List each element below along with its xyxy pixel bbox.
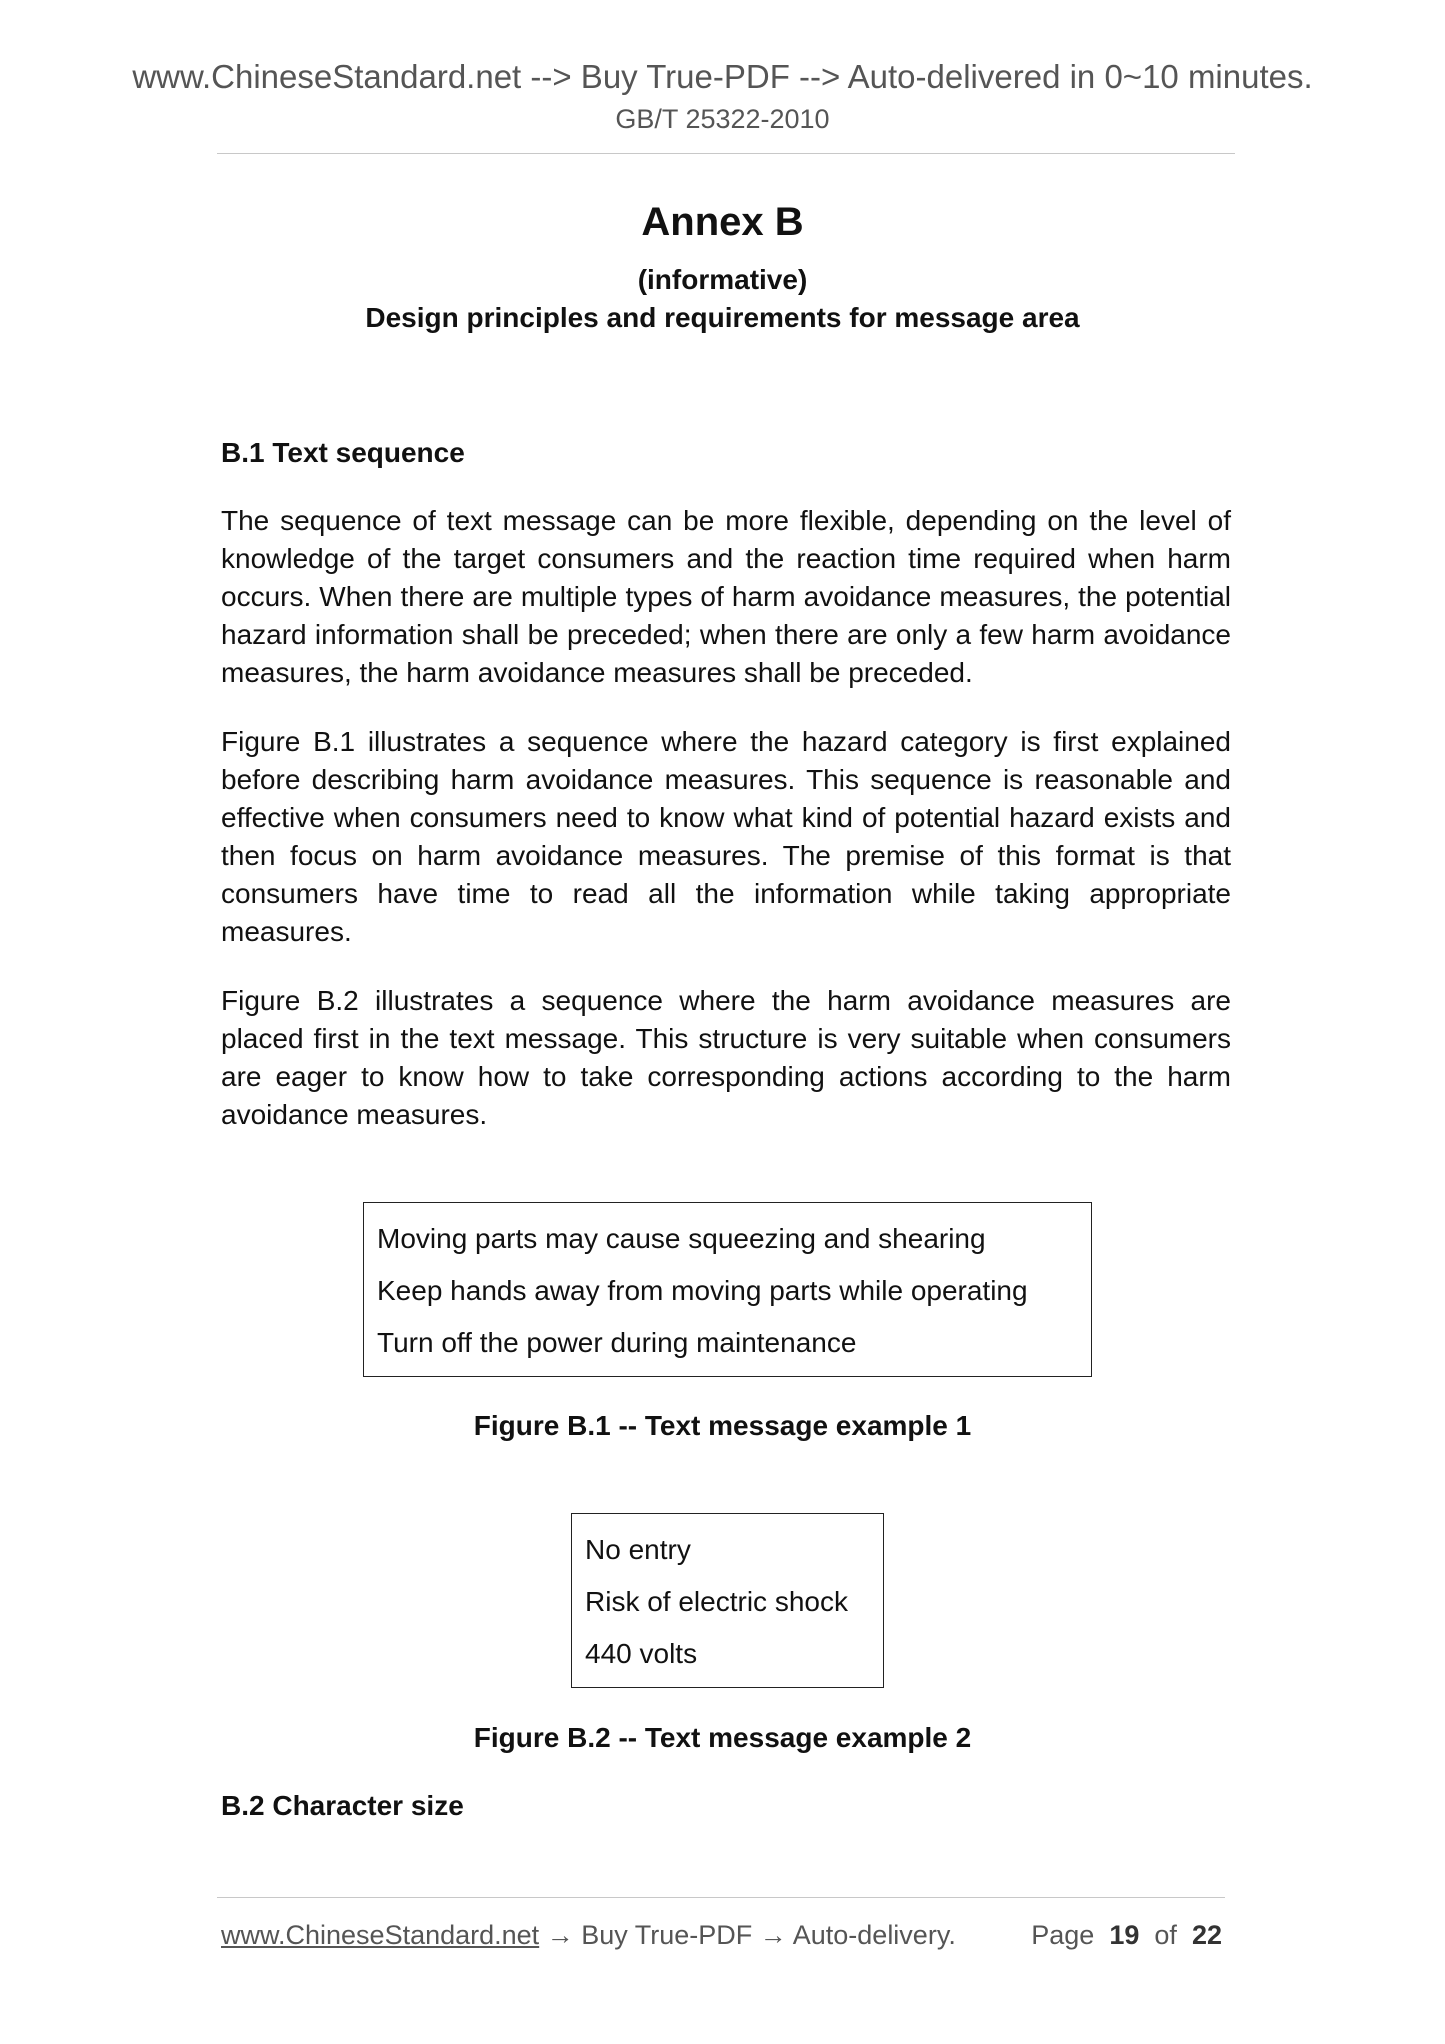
figure-b1-line: Turn off the power during maintenance [377,1327,857,1358]
section-b1-paragraph-2: Figure B.1 illustrates a sequence where the hazard category is first explained before describing harm avoidance measures. This sequence is reasonable and effective when consumers need to know what kind of potential hazard exists and then focus on harm avoidance measures. The premise of this format is that consumers have time to read all the information while taking appropriate measures. [221,726,1231,947]
footer-tagline: → Buy True-PDF → Auto-delivery. [539,1920,956,1950]
header-divider [217,153,1235,154]
page-label: Page [1031,1920,1095,1950]
section-b1-heading: B.1 Text sequence [221,437,465,468]
section-b2-heading: B.2 Character size [221,1790,464,1821]
section-b1-paragraph-3: Figure B.2 illustrates a sequence where the harm avoidance measures are placed first in the text message. This structure is very suitable when consumers are eager to know how to take corresponding actions according to the harm avoidance measures. [221,985,1231,1130]
footer-divider [217,1897,1225,1898]
annex-name: Design principles and requirements for message area [365,302,1080,333]
footer-promo [221,1920,956,1951]
page-of: of [1154,1920,1177,1950]
page-total: 22 [1191,1920,1222,1950]
figure-b1-message-box [363,1202,1092,1377]
figure-b2-line: 440 volts [585,1638,698,1669]
section-b1-paragraph-1: The sequence of text message can be more flexible, depending on the level of knowledge of the target consumers and the reaction time required when harm occurs. When there are multiple types of harm avoidance measures, the potential hazard information shall be preceded; when there are only a few harm avoidance measures, the harm avoidance measures shall be preceded. [221,505,1231,688]
figure-b2-line: Risk of electric shock [585,1586,848,1617]
figure-b2-line: No entry [585,1534,691,1565]
page-current: 19 [1109,1920,1140,1950]
standard-number: GB/T 25322-2010 [615,104,830,134]
footer-site-link[interactable]: www.ChineseStandard.net [221,1920,540,1950]
figure-b2-caption: Figure B.2 -- Text message example 2 [473,1722,972,1753]
page-indicator [1031,1920,1222,1951]
annex-title: Annex B [641,200,804,244]
figure-b1-line: Keep hands away from moving parts while operating [377,1275,1028,1306]
header-banner: www.ChineseStandard.net --> Buy True-PDF --> Auto-delivered in 0~10 minutes. [132,58,1313,95]
figure-b1-caption: Figure B.1 -- Text message example 1 [473,1410,972,1441]
figure-b2-message-box [571,1513,884,1688]
annex-type: (informative) [637,264,808,295]
figure-b1-line: Moving parts may cause squeezing and shearing [377,1223,986,1254]
